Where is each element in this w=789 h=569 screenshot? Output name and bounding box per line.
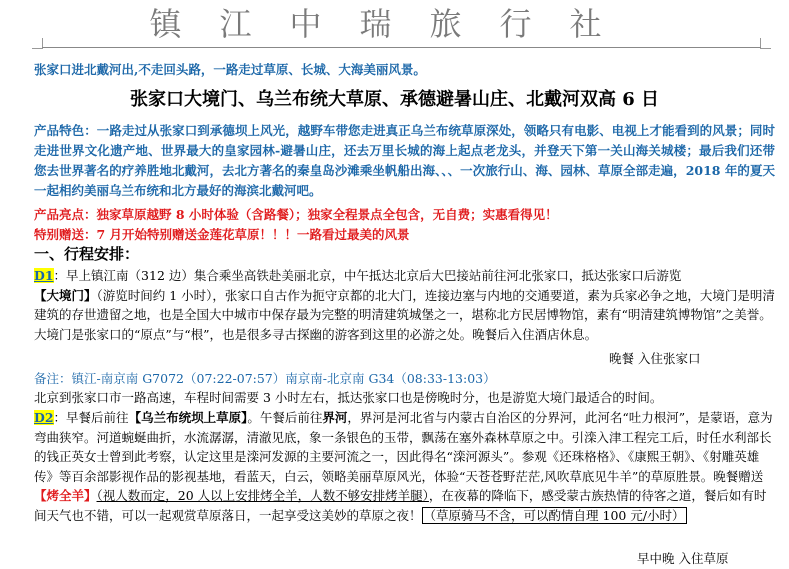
day2-label: D2 xyxy=(34,410,54,425)
product-features: 产品特色：一路走过从张家口到承德坝上风光，越野车带您走进真正乌兰布统草原深处，领略只有电影、电视上才能看到的风景；同时走进世界文化遗产地、世界最大的皇家园林-避暑山庄，还去万里长城的海上起点老龙头，并登天下第一关山海关城楼；最后我们还带您去世界著名的疗养胜地北戴河，去北方著名的秦皇岛沙滩乘坐帆船出海、、、一次旅行山、海、园林、草原全部走遍，2018 年的夏天一起相约美丽乌兰布统和北方最好的海滨北戴河吧。 xyxy=(34,123,775,198)
day2-text-1: ：早餐后前往 xyxy=(53,410,129,425)
day1-meals-hotel: 晚餐 入住张家口 xyxy=(609,351,701,366)
day1-label: D1 xyxy=(34,268,54,283)
product-highlight: 产品亮点：独家草原越野 8 小时体验（含路餐）；独家全程景点全包含，无自费；实惠看得见！ xyxy=(34,207,558,222)
day2-paragraph xyxy=(34,408,775,525)
tagline: 张家口进北戴河出,不走回头路，一路走过草原、长城、大海美丽风景。 xyxy=(34,62,426,77)
day2-meals-hotel: 早中晚 入住草原 xyxy=(637,551,729,566)
day2-place: 界河 xyxy=(322,410,348,425)
day1-text-1: ：早上镇江南（312 边）集合乘坐高铁赴美丽北京，中午抵达北京后大巴接站前往河北张家口，抵达张家口后游览 xyxy=(53,268,682,283)
day2-horse-note: （草原骑马不含，可以酌情自理 100 元/小时） xyxy=(423,507,685,523)
day2-text-4: ，在夜幕的降临下，感受蒙古族热情的待客之道，餐后如有时间天气也不错，可以一起观赏草原落日，一起享受这美妙的草原之夜！ xyxy=(34,488,767,523)
itinerary-heading: 一、行程安排： xyxy=(34,245,140,263)
day1-text-2: （游览时间约 1 小时），张家口自古作为扼守京都的北大门，连接边塞与内地的交通要道，素为兵家必争之地，大境门是明清建筑的存世遗留之地，也是全国大中城市中保存最为完整的明清建筑城堡之一，堪称北方民居博物馆，素有“明清建筑博物馆”之美誉。大境门是张家口的“原点”与“根”，也是很多寻古探幽的游客到这里的必游之处。晚餐后入住酒店休息。 xyxy=(34,287,775,342)
transport-note: 备注：镇江-南京南 G7072（07:22-07:57）南京南-北京南 G34（08:33-13:03） xyxy=(34,371,496,386)
day1-paragraph xyxy=(34,266,775,344)
transport-note-detail: 北京到张家口市一路高速，车程时间需要 3 小时左右，抵达张家口也是傍晚时分，也是游览大境门最适合的时间。 xyxy=(34,390,663,405)
header-divider xyxy=(42,47,761,48)
day2-text-2: 。午餐后前往 xyxy=(247,410,323,425)
special-gift: 特别赠送：7 月开始特别赠送金莲花草原！！！一路看过最美的风景 xyxy=(34,227,410,242)
day2-text-3: ，界河是河北省与内蒙古自治区的分界河，此河名“吐力根河”，是蒙语，意为弯曲狭窄。河道蜿蜒曲折，水流潺潺，清澈见底，象一条银色的玉带，飘荡在塞外森林草原之中。引滦入津工程完工后，时任水利部长的钱正英女士曾到此考察，认定这里是滦河发源的主要河流之一，因此得名“滦河源头”。参观《还珠格格》、《康熙王朝》、《射雕英雄传》等百余部影视作品的影视基地，看蓝天，白云，领略美丽草原风光，体验“天苍苍野茫茫,风吹草底见牛羊”的草原胜景。晚餐赠送 xyxy=(34,410,773,484)
day2-gift-item: 【烤全羊】 xyxy=(34,488,97,503)
trip-title: 张家口大境门、乌兰布统大草原、承德避暑山庄、北戴河双高 6 日 xyxy=(129,89,660,110)
day2-attraction: 【乌兰布统坝上草原】 xyxy=(128,410,248,425)
day1-attraction: 【大境门】 xyxy=(34,287,97,303)
company-header: 镇江中瑞旅行社 xyxy=(149,5,640,43)
day2-gift-note: （视人数而定，20 人以上安排烤全羊，人数不够安排烤羊腿） xyxy=(96,488,429,503)
